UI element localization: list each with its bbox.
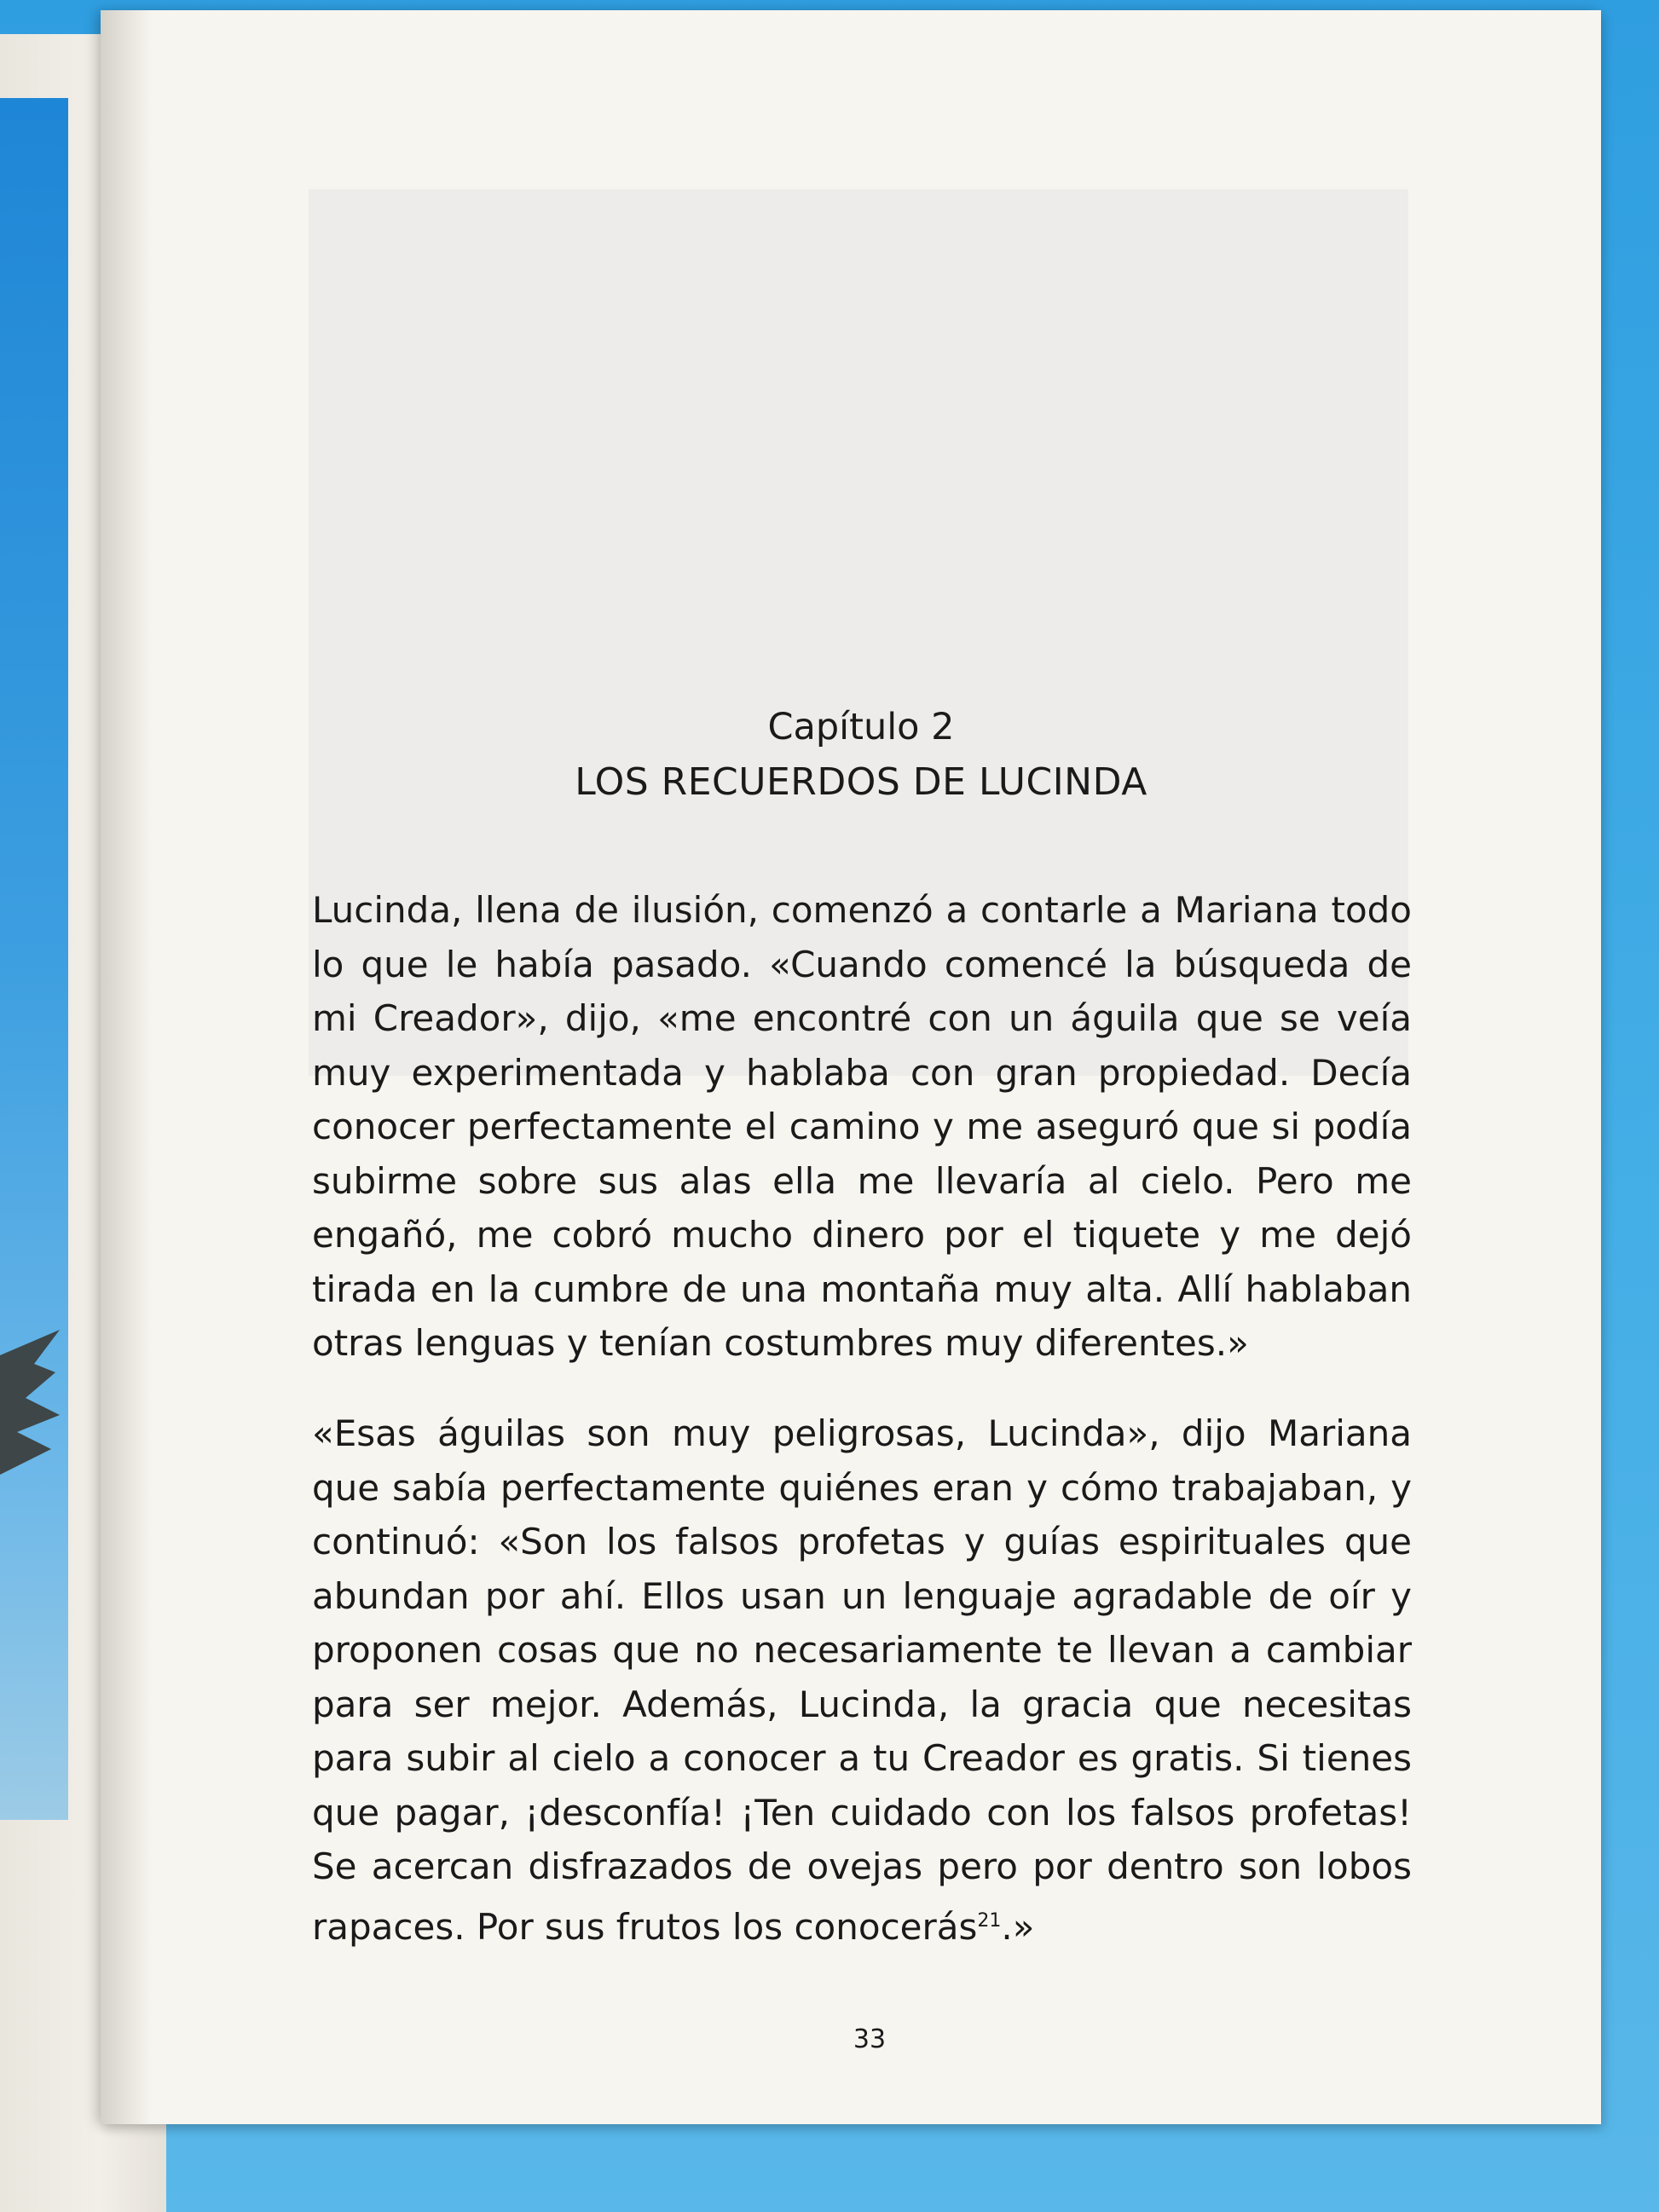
- paragraph-2-text: «Esas águilas son muy peligrosas, Lucinda», dijo Mariana que sabía perfectamente quiénes eran y cómo trabajaban, y continuó: «Son los falsos profetas y guías espirituales que abundan por ahí. Ellos usan un lenguaje agradable de oír y proponen cosas que no necesariamente te llevan a cambiar para ser mejor. Además, Lucinda, la gracia que necesitas para subir al cielo a conocer a tu Creador es gratis. Si tienes que pagar, ¡desconfía! ¡Ten cuidado con los falsos profetas! Se acercan disfrazados de ovejas pero por dentro son lobos rapaces. Por sus frutos los conocerás: [312, 1412, 1412, 1948]
- page-number: 33: [853, 2024, 887, 2054]
- closing-quote: .»: [1001, 1905, 1035, 1948]
- bird-silhouette-icon: [0, 1330, 64, 1551]
- chapter-title: LOS RECUERDOS DE LUCINDA: [575, 760, 1147, 804]
- paragraph-2: [312, 1406, 1412, 1954]
- paragraph-1: Lucinda, llena de ilusión, comenzó a contarle a Mariana todo lo que le había pasado. «Cuando comencé la búsqueda de mi Creador», dijo, «me encontré con un águila que se veía muy experimentada y hablaba con gran propiedad. Decía conocer perfectamente el camino y me aseguró que si podía subirme sobre sus alas ella me llevaría al cielo. Pero me engañó, me cobró mucho dinero por el tiquete y me dejó tirada en la cumbre de una montaña muy alta. Allí hablaban otras lenguas y tenían costumbres muy diferentes.»: [312, 889, 1412, 1364]
- chapter-number: Capítulo 2: [767, 706, 955, 748]
- left-page-illustration: [0, 98, 68, 1820]
- page-gutter-shadow: [101, 10, 152, 2124]
- footnote-reference: 21: [977, 1909, 1002, 1932]
